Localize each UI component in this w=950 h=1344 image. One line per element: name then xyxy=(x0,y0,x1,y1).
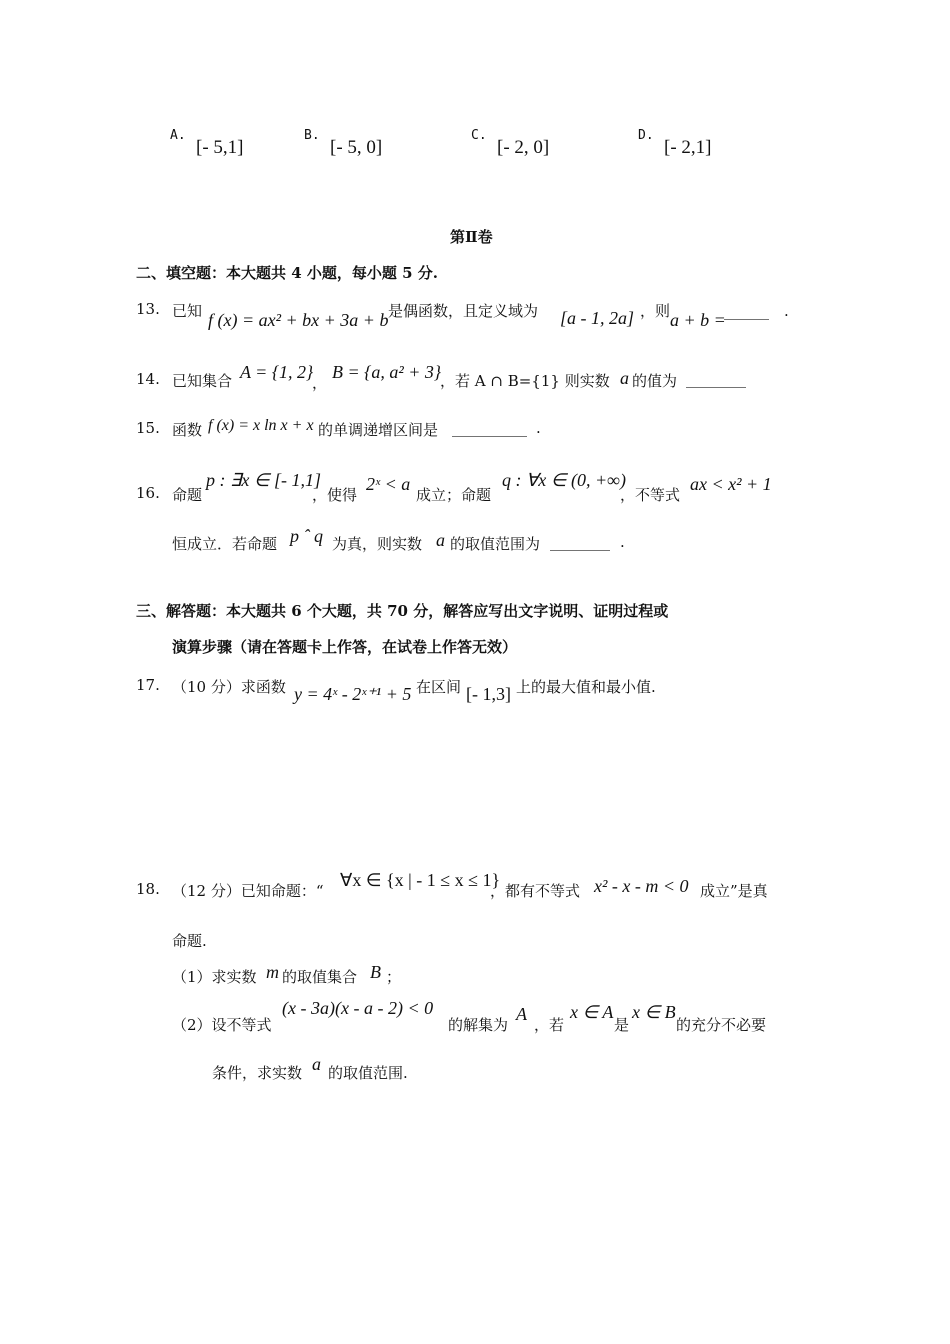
math-expression: a xyxy=(312,1054,321,1074)
option-letter: B. xyxy=(304,128,320,143)
question-text: 的单调递增区间是 xyxy=(318,421,439,439)
question-text: 上的最大值和最小值. xyxy=(516,678,656,696)
math-expression: y = 4ˣ - 2ˣ⁺¹ + 5 xyxy=(294,684,412,704)
math-expression: f (x) = ax² + bx + 3a + b xyxy=(208,310,389,330)
math-expression: f (x) = x ln x + x xyxy=(208,417,314,434)
math-expression: B = {a, a² + 3} xyxy=(332,362,442,382)
math-expression: q : ∀x ∈ (0, +∞) xyxy=(502,470,626,490)
question-text: ； xyxy=(386,968,402,986)
answer-blank: __________ xyxy=(452,419,527,437)
math-expression: x² - x - m < 0 xyxy=(594,876,689,896)
sub-question-2: （2）设不等式 xyxy=(172,1016,272,1034)
math-expression: [- 1,3] xyxy=(466,684,511,704)
question-text: 在区间 xyxy=(416,678,462,696)
question-text: 的解集为 xyxy=(448,1016,509,1034)
question-text: ，都有不等式 xyxy=(490,882,581,900)
question-end: . xyxy=(784,302,789,320)
math-expression: (x - 3a)(x - a - 2) < 0 xyxy=(282,998,434,1018)
math-expression: p : ∃x ∈ [- 1,1] xyxy=(206,470,322,490)
math-expression: m xyxy=(266,962,279,982)
math-expression: x ∈ B xyxy=(632,1002,676,1022)
question-text: ，若 A ∩ B={1} 则实数 xyxy=(440,372,610,390)
math-expression: ∀x ∈ {x | - 1 ≤ x ≤ 1} xyxy=(340,870,501,890)
option-letter: C. xyxy=(471,128,487,143)
section-heading-cont: 演算步骤（请在答题卡上作答，在试卷上作答无效） xyxy=(172,638,518,656)
answer-blank: ________ xyxy=(550,533,610,551)
math-expression: a xyxy=(620,368,629,388)
sub-question-1: （1）求实数 xyxy=(172,968,257,986)
question-text: ，若 xyxy=(534,1016,565,1034)
math-expression: B xyxy=(370,962,381,982)
math-expression: A xyxy=(516,1004,527,1024)
question-end: . xyxy=(536,419,541,437)
question-text: ， xyxy=(312,374,328,392)
section-title: 第Ⅱ卷 xyxy=(450,228,493,246)
question-text: 命题. xyxy=(172,932,207,950)
question-text: ，不等式 xyxy=(620,486,681,504)
question-text: 条件，求实数 xyxy=(212,1064,303,1082)
math-expression: 2ˣ < a xyxy=(366,474,411,494)
math-expression: a + b = xyxy=(670,310,726,330)
question-text: 已知 xyxy=(172,302,203,320)
section-heading: 二、填空题：本大题共 4 小题，每小题 5 分. xyxy=(136,264,438,282)
question-text: 为真，则实数 xyxy=(332,535,423,553)
math-expression: p ˆ q xyxy=(290,526,323,546)
math-expression: a xyxy=(436,530,445,550)
question-number: 15. xyxy=(136,419,160,437)
option-value: [- 5,1] xyxy=(196,137,244,158)
question-text: 成立”是真 xyxy=(700,882,768,900)
option-letter: A. xyxy=(170,128,186,143)
section-heading: 三、解答题：本大题共 6 个大题，共 70 分，解答应写出文字说明、证明过程或 xyxy=(136,602,669,620)
question-text: 已知集合 xyxy=(172,372,233,390)
question-text: 的充分不必要 xyxy=(676,1016,767,1034)
option-letter: D. xyxy=(638,128,654,143)
option-value: [- 2, 0] xyxy=(497,137,550,158)
question-text: 的取值范围. xyxy=(328,1064,408,1082)
math-expression: x ∈ A xyxy=(570,1002,614,1022)
question-text: 成立；命题 xyxy=(416,486,492,504)
question-text: 的取值范围为 xyxy=(450,535,541,553)
question-text: 命题 xyxy=(172,486,203,504)
math-expression: [a - 1, 2a] xyxy=(560,308,635,328)
math-expression: ax < x² + 1 xyxy=(690,474,772,494)
question-text: 函数 xyxy=(172,421,203,439)
question-text: 是偶函数，且定义域为 xyxy=(388,302,539,320)
answer-blank: ________ xyxy=(686,370,746,388)
question-text: （12 分）已知命题：“ xyxy=(172,882,324,900)
question-text: 的取值集合 xyxy=(282,968,358,986)
math-expression: A = {1, 2} xyxy=(240,362,314,382)
question-number: 17. xyxy=(136,676,160,694)
question-text: 恒成立．若命题 xyxy=(172,535,278,553)
question-number: 13. xyxy=(136,300,160,318)
answer-blank: ______ xyxy=(724,302,769,320)
option-value: [- 2,1] xyxy=(664,137,712,158)
question-number: 18. xyxy=(136,880,160,898)
question-number: 14. xyxy=(136,370,160,388)
question-number: 16. xyxy=(136,484,160,502)
question-text: ，使得 xyxy=(312,486,358,504)
question-text: 是 xyxy=(614,1016,630,1034)
question-text: ，则 xyxy=(640,302,671,320)
question-text: 的值为 xyxy=(632,372,678,390)
question-text: （10 分）求函数 xyxy=(172,678,286,696)
option-value: [- 5, 0] xyxy=(330,137,383,158)
question-end: . xyxy=(620,533,625,551)
